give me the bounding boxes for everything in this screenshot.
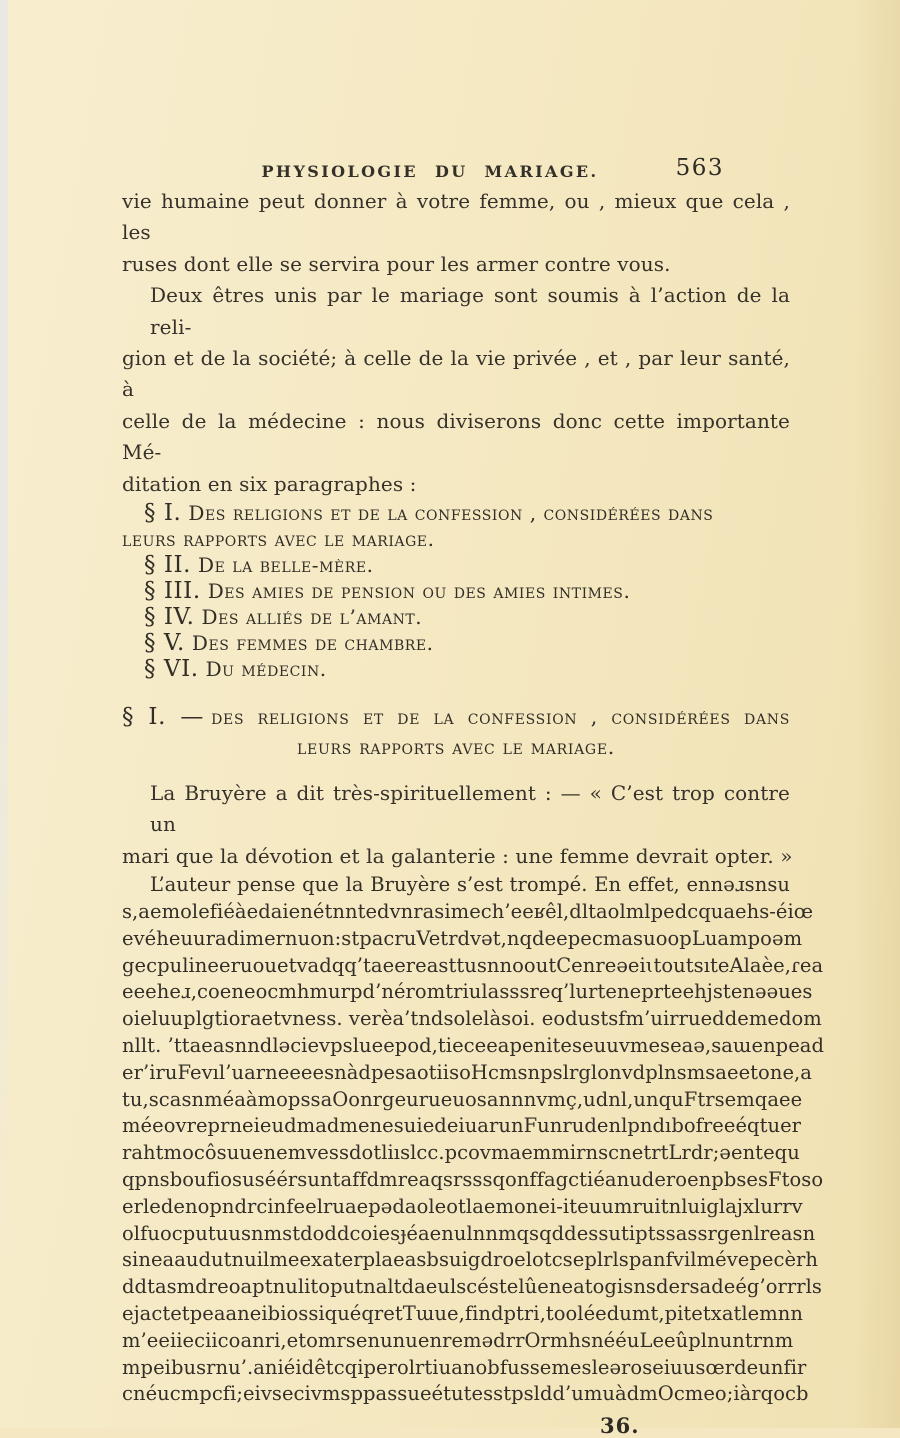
cryptogram-line: tu,scasnméaàmopssaOonrgeurueuosannnvmç,udnl,unquFtrsemqaee [122,1087,803,1111]
toc-item-label: Des femmes de chambre. [191,631,434,656]
cryptogram-line: méeovreprneieudmadmenesuiedeiuarunFunrudenlpndıbofreeéqtuer [122,1114,802,1138]
toc-item [122,630,790,656]
toc-item [122,552,790,578]
paragraph-division [122,280,790,500]
toc-item [122,604,790,630]
cryptogram-line: oieluuplgtioraetvness. verèa’tndsolelàsoi. eodustsfm’uirrueddemedom [122,1007,822,1031]
cryptogram-line: ddtasmdreoaptnulitoputnaltdaeulscéstelûeneatogisnsdersadeég’orrrls [122,1275,822,1299]
cryptogram-line: gecpulineeruouetvadqq’taeereasttusnnooutCenreəeiɩtoutsıteAlaèe,ɾea [122,953,824,977]
toc-item-label: Du médecin. [205,657,327,682]
section-sign: § V. [144,630,185,657]
page-content [122,155,825,1438]
paragraph-line: vie humaine peut donner à votre femme, ou , mieux que cela , les [122,189,790,245]
cryptogram-line: L’auteur pense que la Bruyère s’est trompé. En effet, ennəɹsnsu [150,873,790,897]
paragraph-line: ditation en six paragraphes : [122,471,417,496]
section-sign: § VI. [144,656,199,683]
toc-item [122,656,790,682]
paragraph-line: La Bruyère a dit très-spirituellement : — « C’est trop contre un [150,781,790,837]
toc-item-label: Des amies de pension ou des amies intimes. [207,579,631,604]
page-header [122,155,790,182]
toc-item-label: De la belle-mère. [198,553,374,578]
toc-item-label: Des alliés de l’amant. [201,605,423,630]
section-heading-line [122,702,790,732]
cryptogram-line: erledenopndrcinfeelruaepədaoleotlaemonei-iteuumruitnluiglajxlurrv [122,1194,803,1218]
section-sign: § IV. [144,604,195,631]
toc-item [122,500,790,526]
cryptogram-line: er’iruFevıl’uarneeeesnàdpesaotiisoHcmsnpslrglonvdplnsmsaeetone,a [122,1060,812,1084]
cryptogram-line: m’eeiieciicoanri,etomrsenunuenremədrrOrmhsnééuLeeûplnuntrnm [122,1328,794,1352]
paragraph-line: celle de la médecine : nous diviserons donc cette importante Mé- [122,408,790,465]
page-gutter-shading [854,0,900,1428]
cryptogram-line: ejactetpeaaneibiossiquéqretTɯue,findptri,tooléedumt,pitetxatlemnn [122,1302,804,1326]
cryptogram-line: evéheuuradimernuon:stpacruVetrdvət,nqdeepecmasuoopLuampoəm [122,926,803,950]
paragraph-line: mari que la dévotion et la galanterie : une femme devrait opter. » [122,843,793,868]
section-heading-line: leurs rapports avec le mariage. [297,735,615,760]
section-heading-text: des religions et de la confession , considérées dans [211,705,790,730]
cryptogram-line: rahtmocôsuuenemvessdotliıslcc.pcovmaemmirnscnetrtLrdr;əentequ [122,1141,800,1165]
paragraph-continuation [122,186,790,280]
cryptogram-line: sineaaudutnuilmeexaterplaeasbsuigdroelotcseplrlspanfvilmévepecèrh [122,1248,819,1272]
section-sign: § III. [144,578,201,605]
toc-item [122,578,790,604]
paragraph-line: gion et de la société; à celle de la vie privée , et , par leur santé, à [122,346,790,402]
signature-mark: 36. [600,1413,640,1438]
paragraph-line: ruses dont elle se servira pour les armer contre vous. [122,251,671,276]
cryptogram-line: s,aemolefiéàedaienétnntedvnrasimech’eeʁêl,dltaolmlpedcquaehs-éiœ [122,900,814,924]
cryptogram-block [122,872,825,1408]
cryptogram-line: olfuocputuusnmstdoddcoiesɟéaenulnnmqsqddessutiptssassrgenlreasn [122,1221,816,1245]
running-title: PHYSIOLOGIE DU MARIAGE. [261,162,599,181]
cryptogram-line: mpeibusrnu’.aniéidêtcqiperolrtiuanobfussemesleəroseiuusœrdeunfir [122,1355,807,1379]
section-sign: § I. — [122,704,205,731]
cryptogram-line: nllt. ’ttaeasnndləcievpslueepod,tieceeapeniteseuuvmeseaə,saɯenpead [122,1034,825,1058]
paragraph-list [122,500,790,682]
cryptogram-line: cnéucmpcfi;eivsecivmsppassueétutesstpsldd’umuàdmOcmeo;iàrqocb [122,1382,809,1406]
cryptogram-line: qpnsboufiosuséérsuntaffdmreaqsrsssqonffagctiéanuderoenpbsesFtoso [122,1168,824,1192]
toc-item-wrap: leurs rapports avec le mariage. [122,527,435,552]
paragraph-line: Deux êtres unis par le mariage sont soumis à l’action de la reli- [150,283,790,339]
paragraph-labruyere [122,778,793,872]
section-sign: § I. [144,500,182,527]
section-heading [122,702,790,762]
section-sign: § II. [144,552,192,579]
toc-item-label: Des religions et de la confession , considérées dans [188,501,714,526]
page-number: 563 [675,155,724,181]
scan-edge [0,0,8,1428]
cryptogram-line: eeeheɹ,coeneocmhmurpd’néromtriulasssreq’lurteneprteehjstenəəues [122,980,813,1004]
